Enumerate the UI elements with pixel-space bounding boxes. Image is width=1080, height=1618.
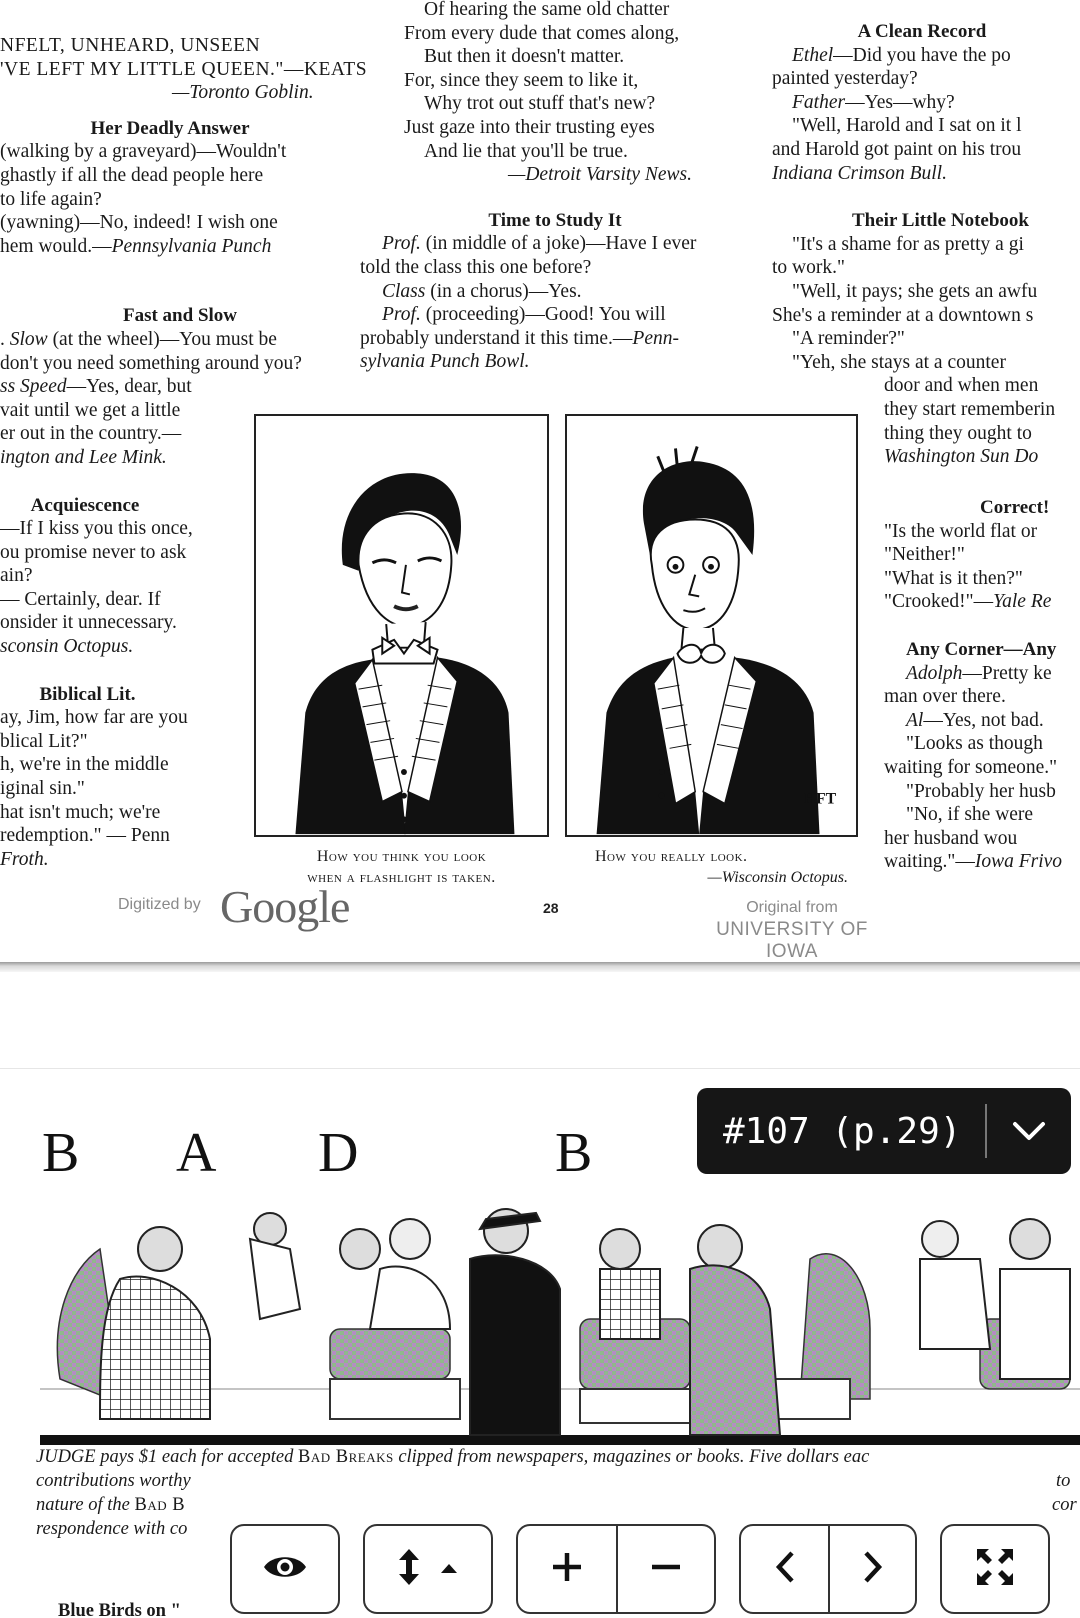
text-line: "Neither!" [884, 544, 965, 566]
google-logo: Google [220, 881, 350, 932]
zoom-out-icon [648, 1549, 684, 1590]
fullscreen-button[interactable] [940, 1524, 1050, 1614]
zoom-in-button[interactable] [518, 1526, 616, 1612]
text-line: "Looks as though [906, 733, 1043, 755]
text-line: painted yesterday? [772, 68, 918, 90]
next-page-icon [861, 1549, 885, 1590]
text-line: "Crooked!"—Yale Re [884, 591, 1052, 613]
eye-icon [262, 1552, 308, 1587]
bad-breaks-cartoon-strip [40, 1199, 1080, 1445]
goofy-man-illustration [567, 416, 856, 835]
source-line: Indiana Crimson Bull. [772, 162, 947, 184]
middle-column [360, 0, 750, 374]
judge-text-line: respondence with co [36, 1519, 188, 1539]
heading-acquiescence: Acquiescence [30, 494, 140, 516]
text-line: Ethel—Did you have the po [792, 44, 1011, 66]
heading-correct: Correct! [980, 497, 1050, 518]
artist-signature: HFT [803, 790, 837, 808]
title-letter: B [42, 1122, 80, 1184]
university-label: UNIVERSITY OF IOWA [716, 919, 868, 962]
text-line: they start rememberin [884, 398, 1056, 420]
heading-fast-and-slow: Fast and Slow [122, 305, 238, 327]
original-from-label: Original from UNIVERSITY OF IOWA [692, 897, 892, 963]
text-line: onsider it unnecessary. [0, 612, 177, 634]
text-line: ain? [0, 565, 33, 587]
text-line: ss Speed—Yes, dear, but [0, 376, 192, 398]
text-line: probably understand it this time.—Penn- [360, 327, 679, 349]
poem-line: But then it doesn't matter. [424, 46, 625, 68]
judge-offer-line: JUDGE pays $1 each for accepted Bad Breaks clipped from newspapers, magazines or books. Five dollars eac [36, 1447, 870, 1467]
handsome-man-illustration [256, 416, 547, 835]
text-line: vait until we get a little [0, 399, 181, 421]
text-line: Al—Yes, not bad. [906, 709, 1044, 731]
scroll-mode-button[interactable] [363, 1524, 493, 1614]
text-line: Prof. (in middle of a joke)—Have I ever [382, 233, 697, 255]
text-line: She's a reminder at a downtown s [772, 304, 1034, 326]
poem-line: NFELT, UNHEARD, UNSEEN [0, 35, 261, 56]
text-line: door and when men [884, 375, 1039, 397]
text-line: er out in the country.— [0, 423, 182, 445]
text-line: don't you need something around you? [0, 352, 302, 374]
next-page-button[interactable] [828, 1526, 915, 1612]
right-column [772, 20, 1080, 469]
text-line: hem would.—Pennsylvania Punch [0, 235, 272, 257]
text-line: Class (in a chorus)—Yes. [382, 280, 582, 302]
next-heading: Blue Birds on " [58, 1601, 181, 1618]
zoom-out-button[interactable] [616, 1526, 714, 1612]
text-line: her husband wou [884, 827, 1018, 849]
text-line: "What is it then?" [884, 567, 1023, 589]
chevron-down-icon[interactable] [987, 1120, 1071, 1142]
text-line: . Slow (at the wheel)—You must be [0, 328, 277, 350]
text-line: waiting for someone." [884, 756, 1058, 778]
text-line: "Well, it pays; she gets an awfu [792, 280, 1038, 302]
page-indicator-dropdown[interactable] [697, 1088, 1071, 1174]
text-line: ay, Jim, how far are you [0, 707, 188, 729]
source-line: sconsin Octopus. [0, 636, 134, 658]
poem-line: For, since they seem to like it, [404, 69, 639, 91]
text-line: man over there. [884, 686, 1006, 708]
text-line: iginal sin." [0, 778, 85, 800]
source-line: sylvania Punch Bowl. [360, 351, 530, 373]
text-line: Prof. (proceeding)—Good! You will [382, 304, 666, 326]
fullscreen-icon [975, 1547, 1015, 1592]
previous-page-icon [773, 1549, 797, 1590]
text-line: "Probably her husb [906, 780, 1056, 802]
text-line: ghastly if all the dead people here [0, 164, 264, 186]
poem-source: —Toronto Goblin. [172, 82, 314, 104]
text-line: waiting."—Iowa Frivo [884, 851, 1063, 873]
text-line: —If I kiss you this once, [0, 518, 193, 540]
cartoon-goofy-man [565, 414, 858, 837]
source-line: ington and Lee Mink. [0, 446, 167, 468]
text-line: and Harold got paint on his trou [772, 138, 1022, 160]
scroll-direction-icon [391, 1547, 465, 1592]
judge-text-line: contributions worthy [36, 1471, 191, 1491]
right-column-lower [884, 496, 1080, 874]
text-line: "Well, Harold and I sat on it l [792, 115, 1022, 137]
text-line: — Certainly, dear. If [0, 588, 161, 610]
judge-text-line: nature of the Bad B [36, 1495, 186, 1515]
poem-line: Of hearing the same old chatter [424, 0, 670, 20]
text-line: thing they ought to [884, 422, 1032, 444]
heading-her-deadly-answer: Her Deadly Answer [90, 117, 250, 139]
poem-line: From every dude that comes along, [404, 22, 680, 44]
zoom-in-icon [549, 1549, 585, 1590]
page-indicator-label: #107 (p.29) [723, 1110, 962, 1152]
poem-line: Just gaze into their trusting eyes [404, 116, 655, 138]
text-line: "It's a shame for as pretty a gi [792, 233, 1024, 255]
heading-time-to-study-it: Time to Study It [488, 209, 622, 231]
text-line: "No, if she were [906, 804, 1034, 826]
page-gap [0, 972, 1080, 1068]
train-car-illustration [40, 1199, 1080, 1445]
viewer-toolbar [0, 1486, 1080, 1618]
text-line: (yawning)—No, indeed! I wish one [0, 212, 278, 234]
heading-their-little-notebook: Their Little Notebook [852, 210, 1029, 232]
digitized-by-label: Digitized by [118, 896, 201, 913]
toggle-view-button[interactable] [230, 1524, 340, 1614]
text-line: to work." [772, 257, 845, 279]
text-line: redemption." — Penn [0, 825, 170, 847]
text-line: "Is the world flat or [884, 520, 1038, 542]
poem-line: Why trot out stuff that's new? [424, 93, 656, 115]
poem-line: And lie that you'll be true. [424, 140, 628, 162]
text-line: h, we're in the middle [0, 754, 169, 776]
heading-a-clean-record: A Clean Record [857, 21, 987, 42]
zoom-controls [516, 1524, 716, 1614]
title-letter: D [318, 1122, 359, 1184]
text-line: blical Lit?" [0, 730, 88, 752]
title-letter: B [555, 1122, 593, 1184]
judge-text-line: to [1056, 1471, 1071, 1491]
source-line: Washington Sun Do [884, 446, 1039, 468]
text-line: hat isn't much; we're [0, 801, 161, 823]
text-line: (walking by a graveyard)—Wouldn't [0, 141, 287, 163]
text-line: told the class this one before? [360, 256, 592, 278]
heading-biblical-lit: Biblical Lit. [39, 683, 136, 705]
title-letter: A [176, 1122, 217, 1184]
poem-source: —Detroit Varsity News. [508, 164, 692, 186]
text-line: Adolph—Pretty ke [906, 662, 1052, 684]
page-number: 28 [543, 900, 559, 916]
text-line: to life again? [0, 188, 102, 210]
caption-really-look: How you really look. —Wisconsin Octopus. [595, 848, 848, 886]
caption-think-you-look: How you think you look when a flashlight is taken. [307, 848, 496, 886]
text-line: "A reminder?" [792, 328, 905, 350]
heading-any-corner: Any Corner—Any [906, 638, 1057, 660]
page-divider-shadow [0, 962, 1080, 972]
poem-attribution: 'VE LEFT MY LITTLE QUEEN."—KEATS [0, 58, 368, 80]
previous-page-button[interactable] [741, 1526, 828, 1612]
source-line: Froth. [0, 848, 49, 870]
cartoon-handsome-man [254, 414, 549, 837]
page-navigation-controls [739, 1524, 917, 1614]
text-line: Father—Yes—why? [792, 91, 955, 113]
text-line: ou promise never to ask [0, 541, 187, 563]
text-line: "Yeh, she stays at a counter [792, 351, 1006, 373]
judge-text-line: cor [1052, 1495, 1077, 1515]
